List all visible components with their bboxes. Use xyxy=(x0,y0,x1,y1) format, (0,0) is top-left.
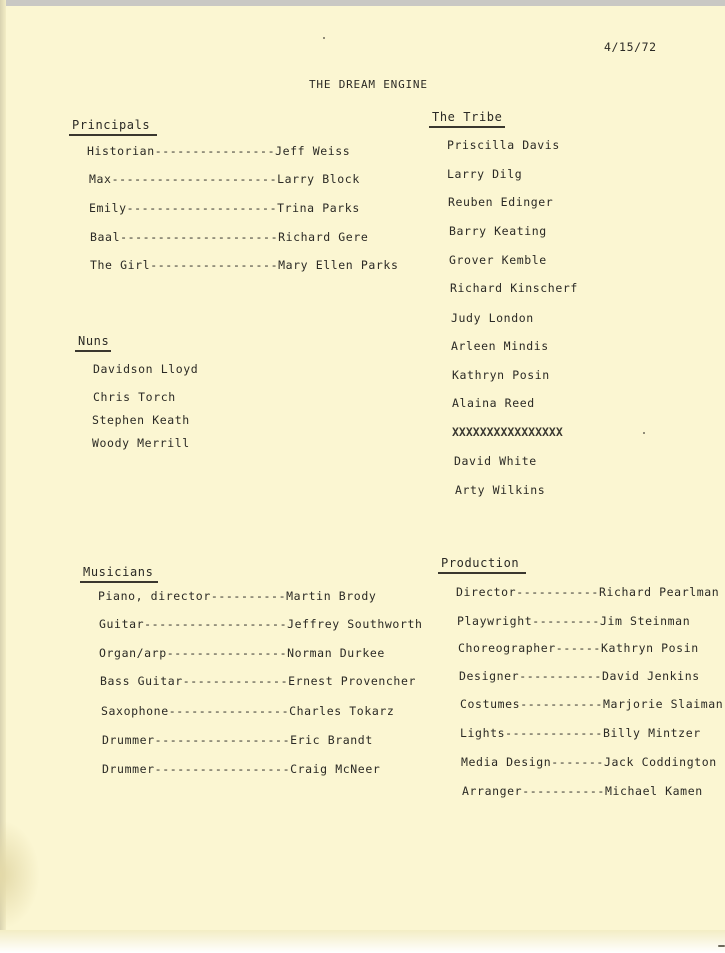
nuns-heading xyxy=(78,334,109,348)
production-heading-underline xyxy=(438,572,526,574)
paper-speck xyxy=(643,432,645,434)
scan-bottom-edge xyxy=(0,930,725,953)
principal-line: Emily--------------------Trina Parks xyxy=(89,201,360,215)
document-date: 4/15/72 xyxy=(604,40,657,54)
tribe-member: Priscilla Davis xyxy=(447,138,560,152)
production-credit: Designer-----------David Jenkins xyxy=(459,669,700,683)
tribe-member: Judy London xyxy=(451,311,534,325)
tribe-heading xyxy=(432,110,502,124)
production-credit: Choreographer------Kathryn Posin xyxy=(458,641,699,655)
musician-line: Drummer------------------Eric Brandt xyxy=(102,733,373,747)
paper-stain xyxy=(0,820,40,930)
nun-line: Davidson Lloyd xyxy=(93,362,199,376)
scan-top-border xyxy=(0,0,725,6)
principal-line: The Girl-----------------Mary Ellen Parks xyxy=(90,258,399,272)
nuns-heading-label: Nuns xyxy=(78,334,110,348)
production-credit: Media Design-------Jack Coddington xyxy=(461,755,717,769)
scan-left-edge xyxy=(0,0,6,953)
tribe-member: Larry Dilg xyxy=(447,167,523,181)
musician-line: Organ/arp----------------Norman Durkee xyxy=(99,646,385,660)
production-credit: Director-----------Richard Pearlman xyxy=(456,585,720,599)
principal-line: Baal---------------------Richard Gere xyxy=(90,230,369,244)
musician-line: Bass Guitar--------------Ernest Provencher xyxy=(100,674,416,688)
tribe-member: Arty Wilkins xyxy=(455,483,546,497)
tribe-member: Reuben Edinger xyxy=(448,195,554,209)
production-credit: Costumes-----------Marjorie Slaiman xyxy=(460,697,724,711)
tribe-member: David White xyxy=(454,454,537,468)
tribe-member: Grover Kemble xyxy=(449,253,547,267)
tribe-member: Arleen Mindis xyxy=(451,339,549,353)
musicians-heading xyxy=(83,565,153,579)
tribe-member: Alaina Reed xyxy=(452,396,535,410)
document-title: THE DREAM ENGINE xyxy=(309,78,428,91)
principals-heading xyxy=(72,118,150,132)
principals-heading-label: Principals xyxy=(72,118,151,132)
tribe-heading-underline xyxy=(429,126,505,128)
production-credit: Lights-------------Billy Mintzer xyxy=(460,726,701,740)
tribe-heading-label: The Tribe xyxy=(432,110,503,124)
paper-speck xyxy=(323,37,325,39)
production-credit: Playwright---------Jim Steinman xyxy=(457,614,691,628)
production-credit: Arranger-----------Michael Kamen xyxy=(462,784,703,798)
musician-line: Drummer------------------Craig McNeer xyxy=(102,762,381,776)
tribe-member: Richard Kinscherf xyxy=(450,281,578,295)
principals-heading-underline xyxy=(69,134,157,136)
tribe-member: Barry Keating xyxy=(449,224,547,238)
musicians-heading-underline xyxy=(80,581,158,583)
musician-line: Saxophone----------------Charles Tokarz xyxy=(101,704,395,718)
production-heading xyxy=(441,556,519,570)
principal-line: Max----------------------Larry Block xyxy=(89,172,360,186)
production-heading-label: Production xyxy=(441,556,520,570)
tribe-member-struck-out: XXXXXXXXXXXXXXXX xyxy=(452,425,563,439)
tribe-member: Kathryn Posin xyxy=(452,368,550,382)
paper-speck xyxy=(718,945,725,947)
musicians-heading-label: Musicians xyxy=(83,565,154,579)
nun-line: Woody Merrill xyxy=(92,436,190,450)
musician-line: Guitar-------------------Jeffrey Southworth xyxy=(99,617,423,631)
nun-line: Stephen Keath xyxy=(92,413,190,427)
musician-line: Piano, director----------Martin Brody xyxy=(98,589,377,603)
nuns-heading-underline xyxy=(75,350,111,352)
principal-line: Historian----------------Jeff Weiss xyxy=(87,144,351,158)
nun-line: Chris Torch xyxy=(93,390,176,404)
